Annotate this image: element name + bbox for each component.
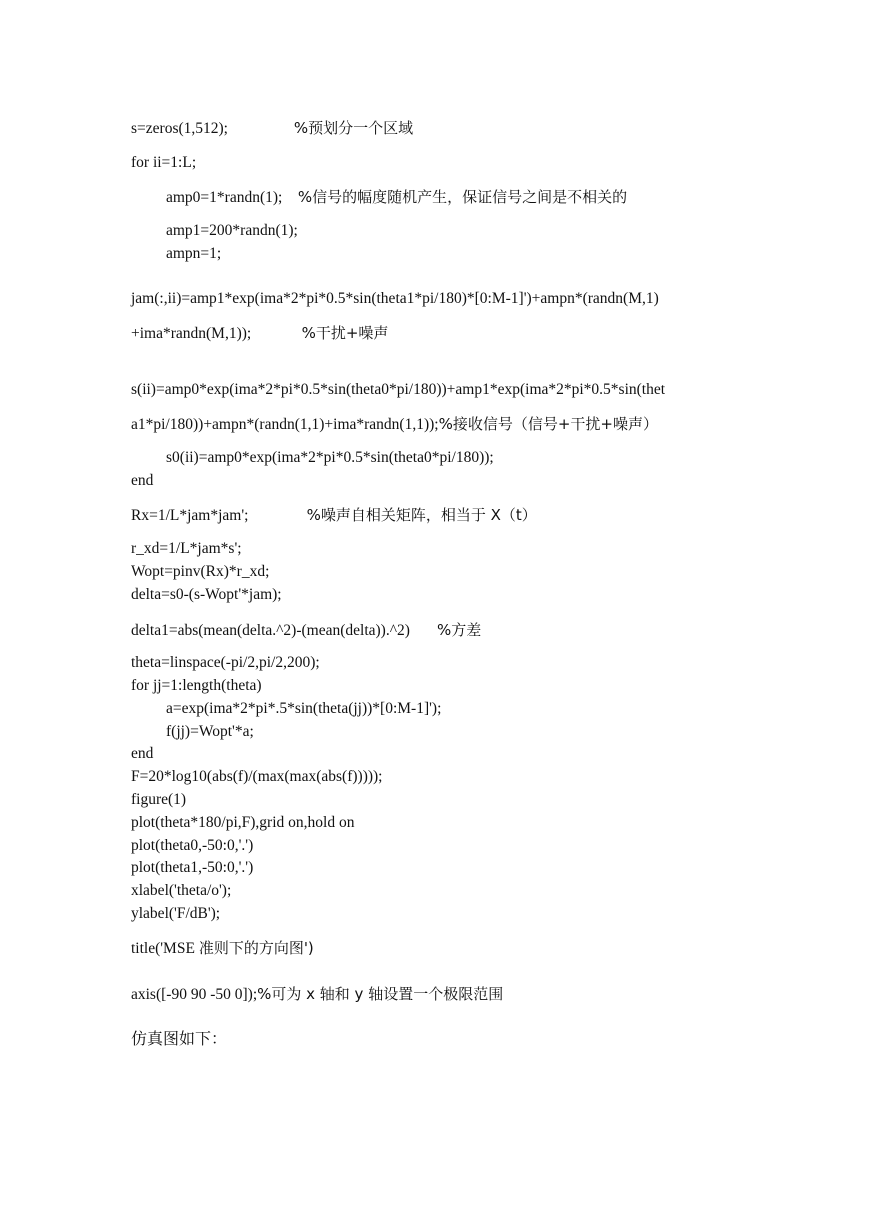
code-line: amp1=200*randn(1); [166,222,298,239]
code-line: for ii=1:L; [131,154,197,171]
code-line: s=zeros(1,512); %预划分一个区域 [131,119,414,137]
code-line: f(jj)=Wopt'*a; [166,723,254,740]
code-line: Wopt=pinv(Rx)*r_xd; [131,563,270,580]
closing-text: 仿真图如下： [131,1029,228,1048]
code-line: +ima*randn(M,1)); %干扰+噪声 [131,324,389,342]
code-line: title('MSE 准则下的方向图') [131,939,314,957]
code-line: jam(:,ii)=amp1*exp(ima*2*pi*0.5*sin(theta1*pi/180)*[0:M-1]')+ampn*(randn(M,1) [131,290,659,307]
code-line: Rx=1/L*jam*jam'; %噪声自相关矩阵，相当于 X（t） [131,506,537,524]
code-line: delta1=abs(mean(delta.^2)-(mean(delta)).^2) %方差 [131,621,482,639]
code-line: F=20*log10(abs(f)/(max(max(abs(f))))); [131,768,383,785]
code-line: plot(theta0,-50:0,'.') [131,837,254,854]
code-line: amp0=1*randn(1); %信号的幅度随机产生，保证信号之间是不相关的 [166,188,628,206]
code-line: theta=linspace(-pi/2,pi/2,200); [131,654,320,671]
code-line: for jj=1:length(theta) [131,677,262,694]
code-line: s(ii)=amp0*exp(ima*2*pi*0.5*sin(theta0*pi/180))+amp1*exp(ima*2*pi*0.5*sin(thet [131,381,666,398]
code-line: s0(ii)=amp0*exp(ima*2*pi*0.5*sin(theta0*pi/180)); [166,449,494,466]
code-line: plot(theta1,-50:0,'.') [131,859,254,876]
code-line: figure(1) [131,791,187,808]
code-line: ylabel('F/dB'); [131,905,221,922]
code-line: axis([-90 90 -50 0]);%可为 x 轴和 y 轴设置一个极限范围 [131,985,504,1003]
code-line: a1*pi/180))+ampn*(randn(1,1)+ima*randn(1,1));%接收信号（信号+干扰+噪声） [131,415,658,433]
code-line: xlabel('theta/o'); [131,882,232,899]
code-line: delta=s0-(s-Wopt'*jam); [131,586,282,603]
code-line: plot(theta*180/pi,F),grid on,hold on [131,814,355,831]
code-line: end [131,745,154,762]
code-line: a=exp(ima*2*pi*.5*sin(theta(jj))*[0:M-1]'); [166,700,442,717]
code-line: ampn=1; [166,245,222,262]
code-line: end [131,472,154,489]
code-line: r_xd=1/L*jam*s'; [131,540,242,557]
